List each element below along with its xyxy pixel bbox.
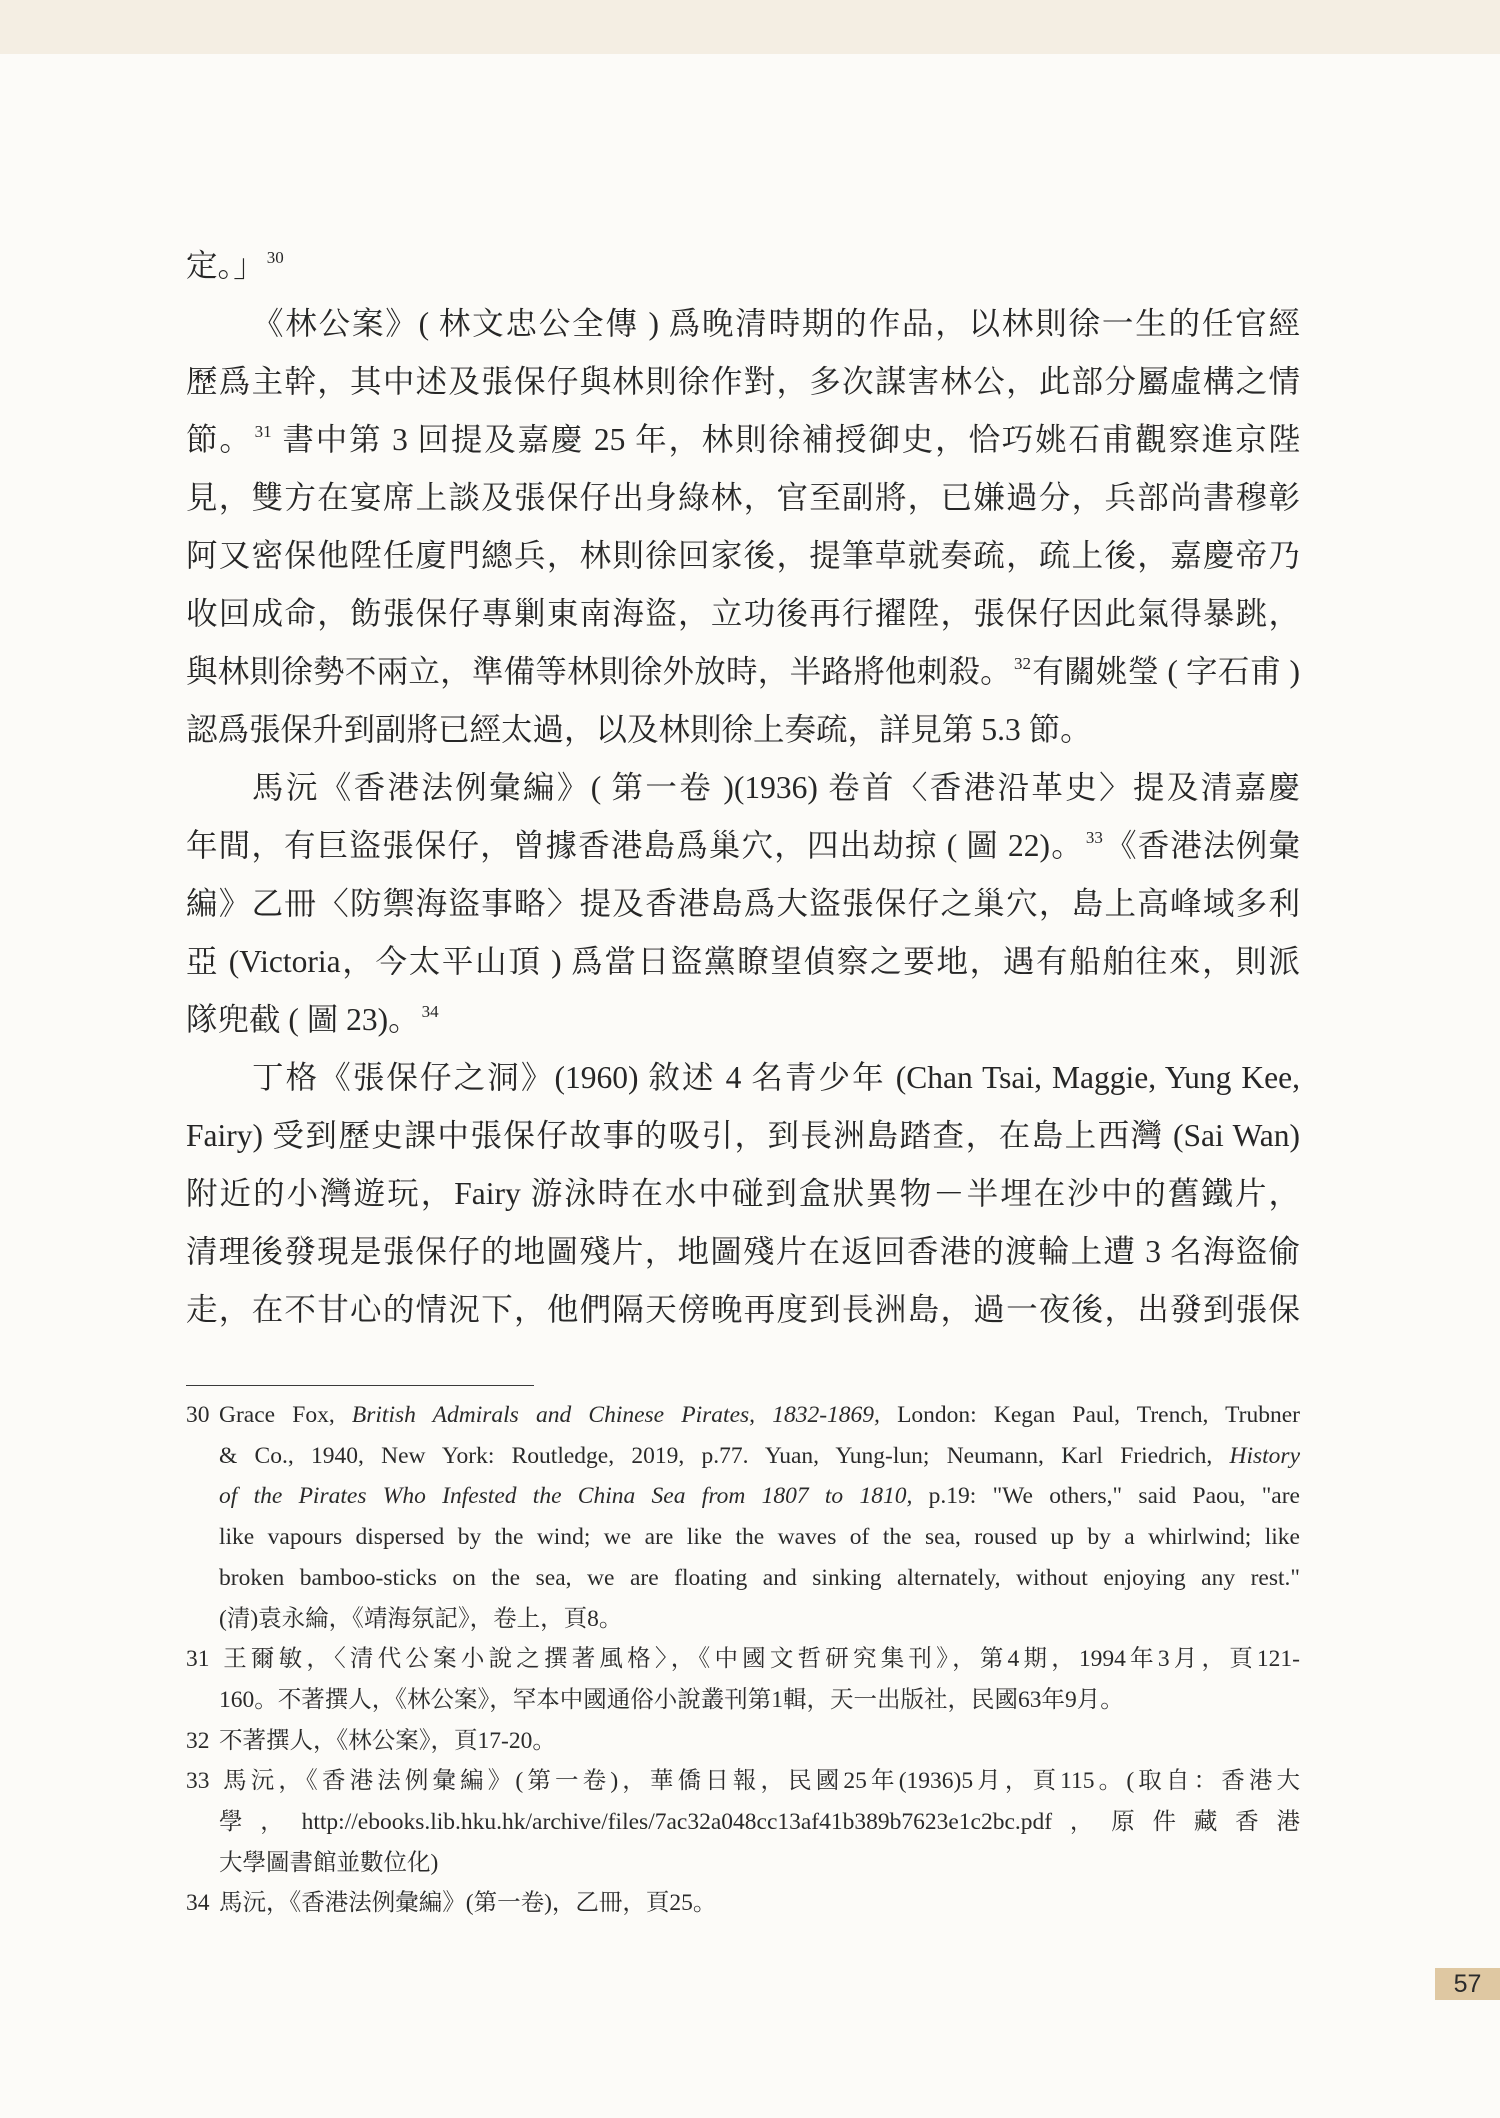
footnote-line [186, 1476, 1300, 1517]
body-text-segment: 書中第 3 回提及嘉慶 25 年，林則徐補授御史，恰巧姚石甫觀察進京陛 [272, 422, 1300, 457]
body-line: 編》乙冊〈防禦海盜事略〉提及香港島爲大盜張保仔之巢穴，島上高峰域多利 [186, 886, 1300, 921]
body-line [186, 643, 1300, 701]
body-text-segment: 與林則徐勢不兩立，準備等林則徐外放時，半路將他刺殺。 [186, 654, 1012, 689]
body-line [186, 991, 1300, 1049]
footnote-30 [186, 1395, 1300, 1639]
footnote-text: 馬沅，《香港法例彙編》(第一卷)，乙冊，頁25。 [219, 1890, 717, 1917]
footnote-line [186, 1883, 1300, 1924]
footnote-text: & Co., 1940, New York: Routledge, 2019, p.77. Yuan, Yung-lun; Neumann, Karl Friedrich, [219, 1442, 1230, 1469]
footnote-text: Grace Fox, [219, 1402, 352, 1428]
body-line: 亞 (Victoria，今太平山頂 ) 爲當日盜黨瞭望偵察之要地，遇有船舶往來，則派 [186, 944, 1300, 979]
footnote-text: p.19: "We others," said Paou, "are [912, 1483, 1300, 1510]
body-line: 見，雙方在宴席上談及張保仔出身綠林，官至副將，已嫌過分，兵部尚書穆彰 [186, 480, 1300, 515]
body-line [186, 237, 1300, 295]
body-text-segment: 年間，有巨盜張保仔，曾據香港島爲巢穴，四出劫掠 ( 圖 22)。 [186, 828, 1084, 863]
body-line: 收回成命，飭張保仔專剿東南海盜，立功後再行擢陞，張保仔因此氣得暴跳， [186, 596, 1300, 631]
footnote-line: (清)袁永綸，《靖海氛記》，卷上，頁8。 [219, 1605, 623, 1632]
top-margin-band [0, 0, 1500, 54]
footnote-line [186, 1395, 1300, 1436]
footnote-33 [186, 1761, 1300, 1883]
italic-title: History [1229, 1442, 1300, 1469]
footnote-line: like vapours dispersed by the wind; we are like the waves of the sea, roused up by a whirlwind; like [219, 1524, 1300, 1551]
body-line: 認爲張保升到副將已經太過，以及林則徐上奏疏，詳見第 5.3 節。 [186, 712, 1092, 747]
footnote-number: 33 [186, 1768, 210, 1795]
body-line [186, 817, 1300, 875]
footnote-31 [186, 1639, 1300, 1720]
footnote-ref: 30 [266, 248, 284, 267]
footnote-number: 31 [186, 1646, 210, 1673]
body-text-segment: 有關姚瑩 ( 字石甫 ) [1031, 654, 1300, 689]
body-line: 走，在不甘心的情況下，他們隔天傍晚再度到長洲島，過一夜後，出發到張保 [186, 1292, 1300, 1327]
footnote-line [186, 1639, 1300, 1680]
footnote-text: 馬沅，《香港法例彙編》(第一卷)，華僑日報，民國25年(1936)5月，頁115。(取自：香港大 [219, 1768, 1300, 1795]
footnote-line: 學，http://ebooks.lib.hku.hk/archive/files/7ac32a048cc13af41b389b7623e1c2bc.pdf，原件藏香港 [219, 1809, 1300, 1836]
footnote-text: London: Kegan Paul, Trench, Trubner [879, 1402, 1300, 1428]
footnote-ref: 32 [1013, 654, 1031, 673]
footnote-ref: 34 [421, 1002, 439, 1021]
body-line: 清理後發現是張保仔的地圖殘片，地圖殘片在返回香港的渡輪上遭 3 名海盜偷 [186, 1234, 1300, 1269]
page-content [186, 237, 1300, 1924]
footnote-32 [186, 1721, 1300, 1762]
italic-title: of the Pirates Who Infested the China Sea from 1807 to 1810, [219, 1483, 913, 1510]
body-line: 附近的小灣遊玩，Fairy 游泳時在水中碰到盒狀異物－半埋在沙中的舊鐵片， [186, 1176, 1300, 1211]
footnote-divider [186, 1385, 534, 1386]
body-line: Fairy) 受到歷史課中張保仔故事的吸引，到長洲島踏查，在島上西灣 (Sai Wan) [186, 1118, 1300, 1153]
body-line [186, 411, 1300, 469]
body-line: 馬沅《香港法例彙編》( 第一卷 )(1936) 卷首〈香港沿革史〉提及清嘉慶 [252, 770, 1300, 805]
footnote-ref: 33 [1085, 828, 1103, 847]
footnote-34 [186, 1883, 1300, 1924]
body-text-segment: 定。」 [186, 248, 265, 283]
footnote-text: 王爾敏，〈清代公案小說之撰著風格〉，《中國文哲研究集刊》，第4期，1994年3月，頁121- [219, 1646, 1300, 1673]
footnote-line: 160。不著撰人，《林公案》，罕本中國通俗小說叢刊第1輯，天一出版社，民國63年9月。 [219, 1686, 1124, 1713]
body-line: 丁格《張保仔之洞》(1960) 敘述 4 名青少年 (Chan Tsai, Maggie, Yung Kee, [252, 1060, 1300, 1095]
page-number: 57 [1435, 1968, 1500, 2000]
footnotes [186, 1395, 1300, 1924]
italic-title: British Admirals and Chinese Pirates, 1832-1869, [351, 1402, 880, 1428]
body-line: 歷爲主幹，其中述及張保仔與林則徐作對，多次謀害林公，此部分屬虛構之情 [186, 364, 1300, 399]
footnote-line: 大學圖書館並數位化) [219, 1849, 439, 1876]
body-text-segment: 隊兜截 ( 圖 23)。 [186, 1002, 420, 1037]
footnote-line [186, 1761, 1300, 1802]
body-text-segment: 節。 [186, 422, 253, 457]
body-text-segment: 《香港法例彙 [1103, 828, 1300, 863]
footnote-line [186, 1721, 1300, 1762]
body-line: 阿又密保他陞任廈門總兵，林則徐回家後，提筆草就奏疏，疏上後，嘉慶帝乃 [186, 538, 1300, 573]
footnote-line [186, 1436, 1300, 1477]
footnote-line: broken bamboo-sticks on the sea, we are floating and sinking alternately, without enjoying any rest." [219, 1564, 1300, 1591]
footnote-number: 34 [186, 1890, 210, 1917]
footnote-number: 30 [186, 1402, 210, 1428]
body-line: 《林公案》( 林文忠公全傳 ) 爲晚清時期的作品，以林則徐一生的任官經 [252, 306, 1300, 341]
footnote-ref: 31 [254, 422, 272, 441]
footnote-text: 不著撰人，《林公案》，頁17-20。 [219, 1727, 556, 1754]
footnote-number: 32 [186, 1727, 210, 1754]
body-text [186, 237, 1300, 1339]
